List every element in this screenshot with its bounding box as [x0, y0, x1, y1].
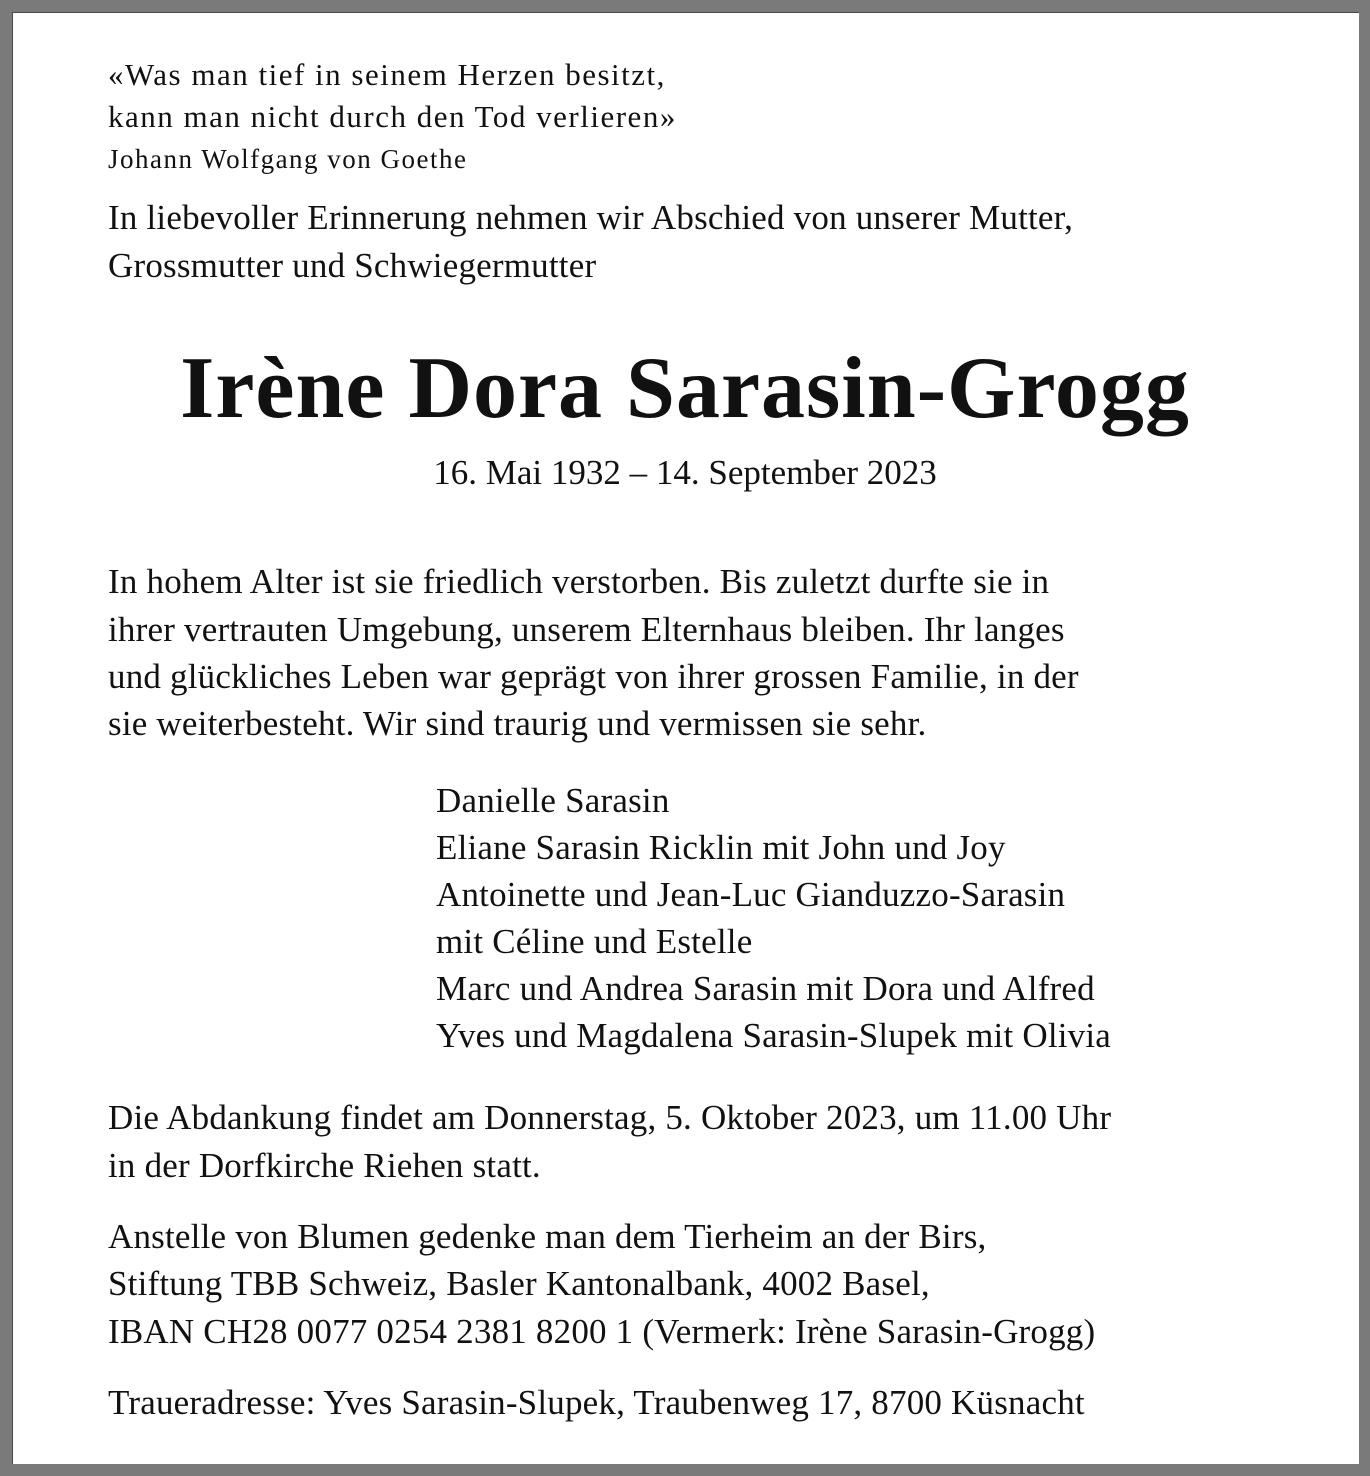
service-line: Die Abdankung findet am Donnerstag, 5. Oktober 2023, um 11.00 Uhr	[108, 1098, 1112, 1137]
family-member: Eliane Sarasin Ricklin mit John und Joy	[436, 828, 1006, 867]
family-member: Yves und Magdalena Sarasin-Slupek mit Olivia	[436, 1016, 1112, 1055]
family-member: Marc und Andrea Sarasin mit Dora und Alfred	[436, 969, 1095, 1008]
donation-line: Anstelle von Blumen gedenke man dem Tierheim an der Birs,	[108, 1217, 987, 1256]
intro-line: In liebevoller Erinnerung nehmen wir Abschied von unserer Mutter,	[108, 198, 1074, 237]
message-line: sie weiterbesteht. Wir sind traurig und vermissen sie sehr.	[108, 704, 927, 743]
life-dates: 16. Mai 1932 – 14. September 2023	[433, 453, 937, 492]
message-line: In hohem Alter ist sie friedlich verstorben. Bis zuletzt durfte sie in	[108, 562, 1050, 601]
intro-line: Grossmutter und Schwiegermutter	[108, 246, 597, 285]
message-line: und glückliches Leben war geprägt von ihrer grossen Familie, in der	[108, 657, 1079, 696]
service-line: in der Dorfkirche Riehen statt.	[108, 1146, 541, 1185]
family-member: Danielle Sarasin	[436, 781, 670, 820]
deceased-name: Irène Dora Sarasin-Grogg	[180, 340, 1190, 437]
family-member: mit Céline und Estelle	[436, 922, 753, 961]
donation-line: Stiftung TBB Schweiz, Basler Kantonalbank, 4002 Basel,	[108, 1264, 930, 1303]
quote-line: «Was man tief in seinem Herzen besitzt,	[108, 57, 666, 92]
message-line: ihrer vertrauten Umgebung, unserem Elternhaus bleiben. Ihr langes	[108, 610, 1065, 649]
quote-line: kann man nicht durch den Tod verlieren»	[108, 99, 677, 134]
mourning-address: Traueradresse: Yves Sarasin-Slupek, Traubenweg 17, 8700 Küsnacht	[108, 1383, 1085, 1422]
donation-line: IBAN CH28 0077 0254 2381 8200 1 (Vermerk: Irène Sarasin-Grogg)	[108, 1312, 1096, 1351]
quote-author: Johann Wolfgang von Goethe	[108, 144, 468, 174]
family-member: Antoinette und Jean-Luc Gianduzzo-Sarasin	[436, 875, 1066, 914]
